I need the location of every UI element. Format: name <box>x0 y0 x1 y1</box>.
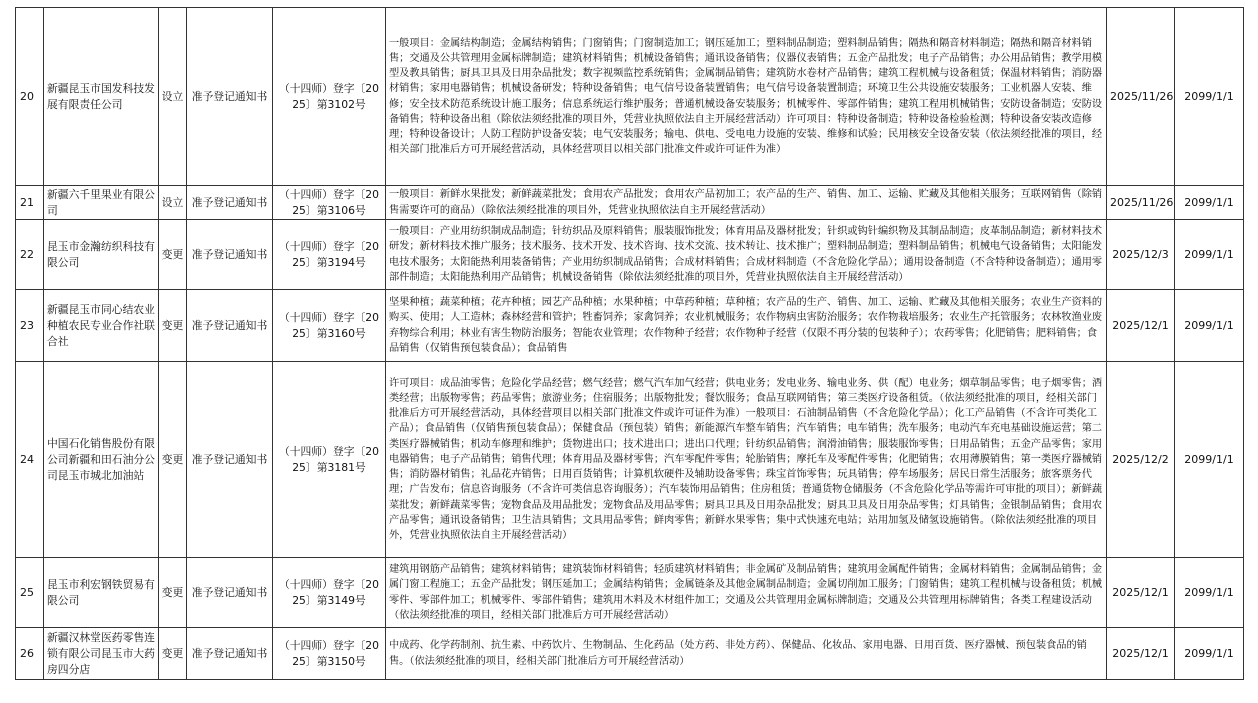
registration-type: 设立 <box>159 186 187 220</box>
registration-type: 设立 <box>159 8 187 186</box>
document-number: （十四师）登字〔2025〕第3194号 <box>273 220 386 290</box>
registration-type: 变更 <box>159 220 187 290</box>
document-number: （十四师）登字〔2025〕第3160号 <box>273 290 386 362</box>
document-number: （十四师）登字〔2025〕第3181号 <box>273 362 386 558</box>
row-number: 23 <box>16 290 44 362</box>
table-row <box>16 8 1244 186</box>
company-name: 新疆昆玉市国发科技发展有限责任公司 <box>44 8 159 186</box>
registration-type: 变更 <box>159 362 187 558</box>
business-scope: 一般项目：金属结构制造；金属结构销售；门窗销售；门窗制造加工；钢压延加工；塑料制品制造；塑料制品销售；隔热和隔音材料制造；隔热和隔音材料销售；交通及公共管理用金属标牌制造；建筑材料销售；机械设备销售；通讯设备销售；仪器仪表销售；五金产品批发；电子产品销售；办公用品销售；教学用模型及教具销售；厨具卫具及日用杂品批发；数字视频监控系统销售；金属制品销售；建筑防水卷材产品销售；建筑工程机械与设备租赁；保温材料销售；消防器材销售；家用电器销售；机械设备研发；特种设备销售；电气信号设备装置销售；电气信号设备装置制造；环境卫生公共设施安装服务；工业机器人安装、维修；安全技术防范系统设计施工服务；信息系统运行维护服务；普通机械设备安装服务；机械零件、零部件销售；建筑工程用机械销售；安防设备制造；安防设备销售；特种设备出租（除依法须经批准的项目外，凭营业执照依法自主开展经营活动）许可项目：特种设备制造；特种设备检验检测；特种设备安装改造修理；特种设备设计；人防工程防护设备安装；电气安装服务；输电、供电、受电电力设施的安装、维修和试验；民用核安全设备安装（依法须经批准的项目，经相关部门批准后方可开展经营活动，具体经营项目以相关部门批准文件或许可证件为准） <box>386 8 1107 186</box>
row-number: 24 <box>16 362 44 558</box>
notice-type: 准予登记通知书 <box>187 362 273 558</box>
company-name: 新疆昆玉市同心结农业种植农民专业合作社联合社 <box>44 290 159 362</box>
business-scope: 中成药、化学药制剂、抗生素、中药饮片、生物制品、生化药品（处方药、非处方药）、保健品、化妆品、家用电器、日用百货、医疗器械、预包装食品的销售。（依法须经批准的项目，经相关部门批准后方可开展经营活动） <box>386 628 1107 680</box>
approval-date: 2025/12/2 <box>1107 362 1175 558</box>
approval-date: 2025/12/1 <box>1107 558 1175 628</box>
approval-date: 2025/12/1 <box>1107 628 1175 680</box>
approval-date: 2025/11/26 <box>1107 8 1175 186</box>
notice-type: 准予登记通知书 <box>187 558 273 628</box>
document-number: （十四师）登字〔2025〕第3149号 <box>273 558 386 628</box>
notice-type: 准予登记通知书 <box>187 220 273 290</box>
document-number: （十四师）登字〔2025〕第3102号 <box>273 8 386 186</box>
expiry-date: 2099/1/1 <box>1175 220 1244 290</box>
expiry-date: 2099/1/1 <box>1175 558 1244 628</box>
document-number: （十四师）登字〔2025〕第3106号 <box>273 186 386 220</box>
company-name: 昆玉市金瀚纺织科技有限公司 <box>44 220 159 290</box>
row-number: 22 <box>16 220 44 290</box>
business-scope: 许可项目：成品油零售；危险化学品经营；燃气经营；燃气汽车加气经营；供电业务；发电业务、输电业务、供（配）电业务；烟草制品零售；电子烟零售；酒类经营；出版物零售；药品零售；旅游业务；住宿服务；出版物批发；餐饮服务；食品互联网销售；第三类医疗设备租赁。（依法须经批准的项目，经相关部门批准后方可开展经营活动，具体经营项目以相关部门批准文件或许可证件为准）一般项目：石油制品销售（不含危险化学品）；化工产品销售（不含许可类化工产品）；食品销售（仅销售预包装食品）；保健食品（预包装）销售；新能源汽车整车销售；汽车销售；电车销售；洗车服务；电动汽车充电基础设施运营；第二类医疗器械销售；机动车修理和维护；货物进出口；技术进出口；进出口代理；针纺织品销售；润滑油销售；服装服饰零售；日用品销售；五金产品零售；家用电器销售；电子产品销售；销售代理；体育用品及器材零售；汽车零配件零售；轮胎销售；摩托车及零配件零售；化肥销售；农用薄膜销售；第一类医疗器械销售；消防器材销售；礼品花卉销售；日用百货销售；计算机软硬件及辅助设备零售；珠宝首饰零售；玩具销售；停车场服务；居民日常生活服务；旅客票务代理；广告发布；信息咨询服务（不含许可类信息咨询服务）；汽车装饰用品销售；住房租赁；普通货物仓储服务（不含危险化学品等需许可审批的项目）；新鲜蔬菜批发；新鲜蔬菜零售；宠物食品及用品批发；宠物食品及用品零售；厨具卫具及日用杂品批发；厨具卫具及日用杂品零售；灯具销售；金银制品销售；食用农产品零售；通讯设备销售；卫生洁具销售；文具用品零售；鲜肉零售；新鲜水果零售；集中式快速充电站；站用加氢及储氢设施销售。（除依法须经批准的项目外，凭营业执照依法自主开展经营活动） <box>386 362 1107 558</box>
approval-date: 2025/11/26 <box>1107 186 1175 220</box>
row-number: 20 <box>16 8 44 186</box>
notice-type: 准予登记通知书 <box>187 290 273 362</box>
registry-table <box>15 7 1244 680</box>
row-number: 21 <box>16 186 44 220</box>
expiry-date: 2099/1/1 <box>1175 8 1244 186</box>
business-scope: 建筑用钢筋产品销售；建筑材料销售；建筑装饰材料销售；轻质建筑材料销售；非金属矿及制品销售；建筑用金属配件销售；金属材料销售；金属制品销售；金属门窗工程施工；五金产品批发；钢压延加工；金属结构销售；金属链条及其他金属制品制造；金属切削加工服务；门窗销售；建筑工程机械与设备租赁；机械零件、零部件加工；机械零件、零部件销售；建筑用木料及木材组件加工；交通及公共管理用金属标牌制造；交通及公共管理用标牌销售；各类工程建设活动（依法须经批准的项目，经相关部门批准后方可开展经营活动） <box>386 558 1107 628</box>
business-scope: 一般项目：产业用纺织制成品制造；针纺织品及原料销售；服装服饰批发；体育用品及器材批发；针织或钩针编织物及其制品制造；皮革制品制造；新材料技术研发；新材料技术推广服务；技术服务、技术开发、技术咨询、技术交流、技术转让、技术推广；塑料制品制造；塑料制品销售；机械电气设备销售；太阳能发电技术服务；太阳能热利用装备销售；产业用纺织制成品销售；合成材料销售；合成材料制造（不含危险化学品）；通用设备制造（不含特种设备制造）；通用零部件制造；太阳能热利用产品销售；机械设备销售（除依法须经批准的项目外，凭营业执照依法自主开展经营活动） <box>386 220 1107 290</box>
approval-date: 2025/12/3 <box>1107 220 1175 290</box>
expiry-date: 2099/1/1 <box>1175 362 1244 558</box>
registration-type: 变更 <box>159 628 187 680</box>
row-number: 25 <box>16 558 44 628</box>
expiry-date: 2099/1/1 <box>1175 186 1244 220</box>
registration-type: 变更 <box>159 558 187 628</box>
table-row <box>16 186 1244 220</box>
approval-date: 2025/12/1 <box>1107 290 1175 362</box>
expiry-date: 2099/1/1 <box>1175 290 1244 362</box>
company-name: 新疆六千里果业有限公司 <box>44 186 159 220</box>
company-name: 中国石化销售股份有限公司新疆和田石油分公司昆玉市城北加油站 <box>44 362 159 558</box>
notice-type: 准予登记通知书 <box>187 186 273 220</box>
table-row <box>16 220 1244 290</box>
table-row <box>16 558 1244 628</box>
company-name: 昆玉市利宏钢铁贸易有限公司 <box>44 558 159 628</box>
registration-type: 变更 <box>159 290 187 362</box>
table-body <box>16 8 1244 680</box>
business-scope: 坚果种植；蔬菜种植；花卉种植；园艺产品种植；水果种植；中草药种植；草种植；农产品的生产、销售、加工、运输、贮藏及其他相关服务；农业生产资料的购买、使用；人工造林；森林经营和管护；牲畜饲养；家禽饲养；农业机械服务；农作物病虫害防治服务；农作物栽培服务；农业生产托管服务；农林牧渔业废弃物综合利用；林业有害生物防治服务；智能农业管理；农作物种子经营；农作物种子经营（仅限不再分装的包装种子）；农药零售；化肥销售；肥料销售；食品销售（仅销售预包装食品）；食品销售 <box>386 290 1107 362</box>
notice-type: 准予登记通知书 <box>187 628 273 680</box>
table-row <box>16 290 1244 362</box>
document-number: （十四师）登字〔2025〕第3150号 <box>273 628 386 680</box>
business-scope: 一般项目：新鲜水果批发；新鲜蔬菜批发；食用农产品批发；食用农产品初加工；农产品的生产、销售、加工、运输、贮藏及其他相关服务；互联网销售（除销售需要许可的商品）（除依法须经批准的项目外，凭营业执照依法自主开展经营活动） <box>386 186 1107 220</box>
table-row <box>16 628 1244 680</box>
row-number: 26 <box>16 628 44 680</box>
notice-type: 准予登记通知书 <box>187 8 273 186</box>
company-name: 新疆汉林堂医药零售连锁有限公司昆玉市大药房四分店 <box>44 628 159 680</box>
table-row <box>16 362 1244 558</box>
expiry-date: 2099/1/1 <box>1175 628 1244 680</box>
